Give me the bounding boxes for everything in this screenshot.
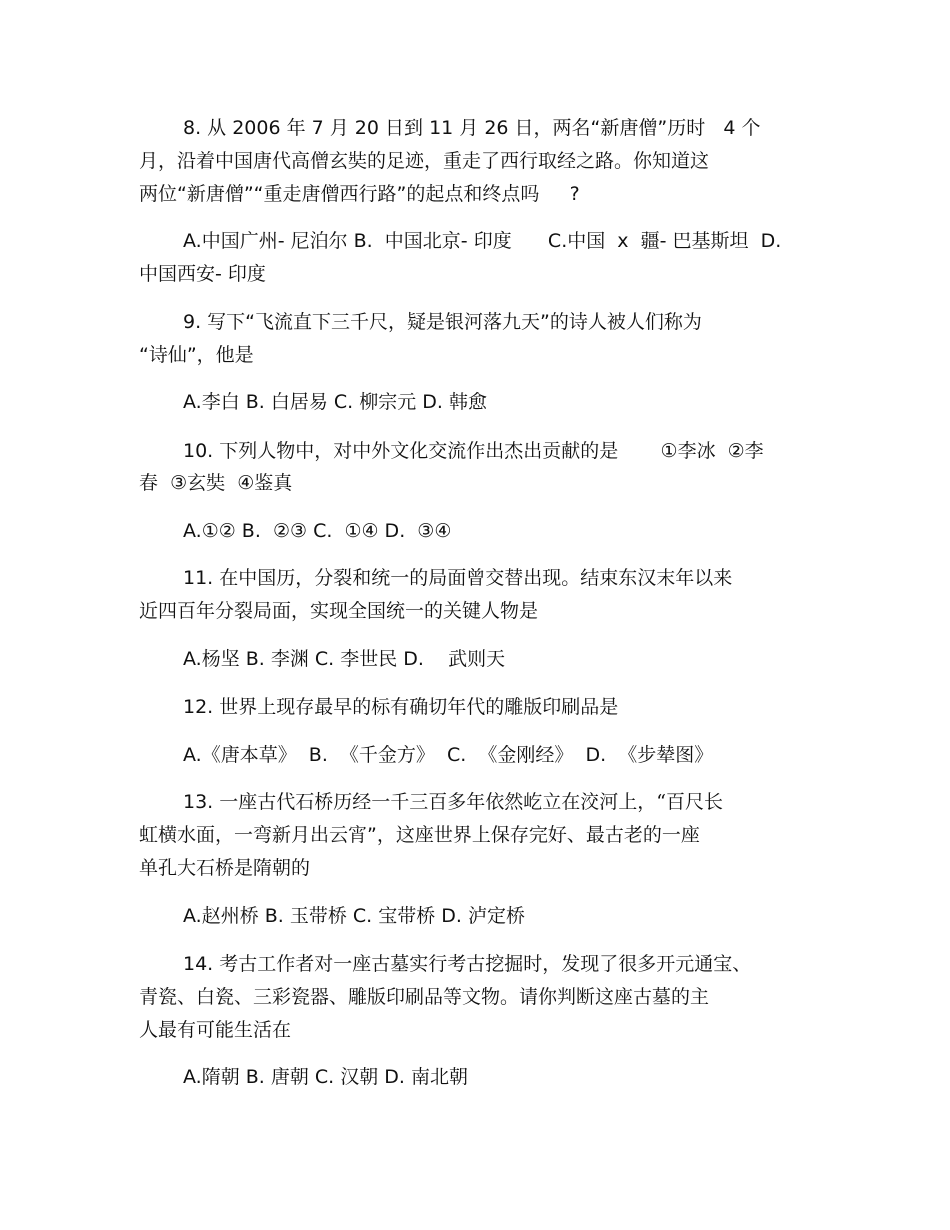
q13-line-1: [183, 790, 723, 814]
q13-line-3: 单孔大石桥是隋朝的: [139, 857, 311, 879]
q8-line-3: 两位“新唐僧”“重走唐僧西行路”的起点和终点吗 ?: [139, 183, 580, 205]
q13-options: A.赵州桥 B. 玉带桥 C. 宝带桥 D. 泸定桥: [183, 905, 525, 927]
q9-options: A.李白 B. 白居易 C. 柳宗元 D. 韩愈: [183, 391, 487, 413]
q13-line-1-text: 一座古代石桥历经一千三百多年依然屹立在洨河上，“百尺长: [213, 791, 723, 813]
q9-line-2: “诗仙”，他是: [139, 344, 254, 366]
q13-line-2: 虹横水面，一弯新月出云宵”，这座世界上保存完好、最古老的一座: [139, 824, 700, 846]
q11-line-2: 近四百年分裂局面，实现全国统一的关键人物是: [139, 600, 539, 622]
q9-line-1: 9. 写下“飞流直下三千尺，疑是银河落九天”的诗人被人们称为: [183, 311, 702, 333]
q14-line-3: 人最有可能生活在: [139, 1019, 292, 1041]
q11-options: A.杨坚 B. 李渊 C. 李世民 D. 武则天: [183, 648, 506, 670]
q11-line-1: 11. 在中国历，分裂和统一的局面曾交替出现。结束东汉末年以来: [183, 567, 733, 589]
q14-options: A.隋朝 B. 唐朝 C. 汉朝 D. 南北朝: [183, 1066, 468, 1088]
q12-line-1: 12. 世界上现存最早的标有确切年代的雕版印刷品是: [183, 696, 619, 718]
q10-line-1: 10. 下列人物中，对中外文化交流作出杰出贡献的是 ①李冰 ②李: [183, 440, 764, 462]
q8-line-2: 月，沿着中国唐代高僧玄奘的足迹，重走了西行取经之路。你知道这: [139, 150, 710, 172]
q13-number: 13.: [183, 791, 214, 813]
q14-line-2: 青瓷、白瓷、三彩瓷器、雕版印刷品等文物。请你判断这座古墓的主: [139, 986, 710, 1008]
q8-line-1: 8. 从 2006 年 7 月 20 日到 11 月 26 日，两名“新唐僧”历时 4 个: [183, 117, 761, 139]
q10-options: A.①② B. ②③ C. ①④ D. ③④: [183, 520, 452, 542]
q10-line-2: 春 ③玄奘 ④鉴真: [139, 472, 293, 494]
q12-options: A.《唐本草》 B. 《千金方》 C. 《金刚经》 D. 《步辇图》: [183, 744, 714, 766]
q8-options-line-2: 中国西安- 印度: [139, 263, 266, 285]
q14-line-1: 14. 考古工作者对一座古墓实行考古挖掘时，发现了很多开元通宝、: [183, 953, 752, 975]
q8-options-line-1: A.中国广州- 尼泊尔 B. 中国北京- 印度 C.中国 x 疆- 巴基斯坦 D.: [183, 230, 782, 252]
